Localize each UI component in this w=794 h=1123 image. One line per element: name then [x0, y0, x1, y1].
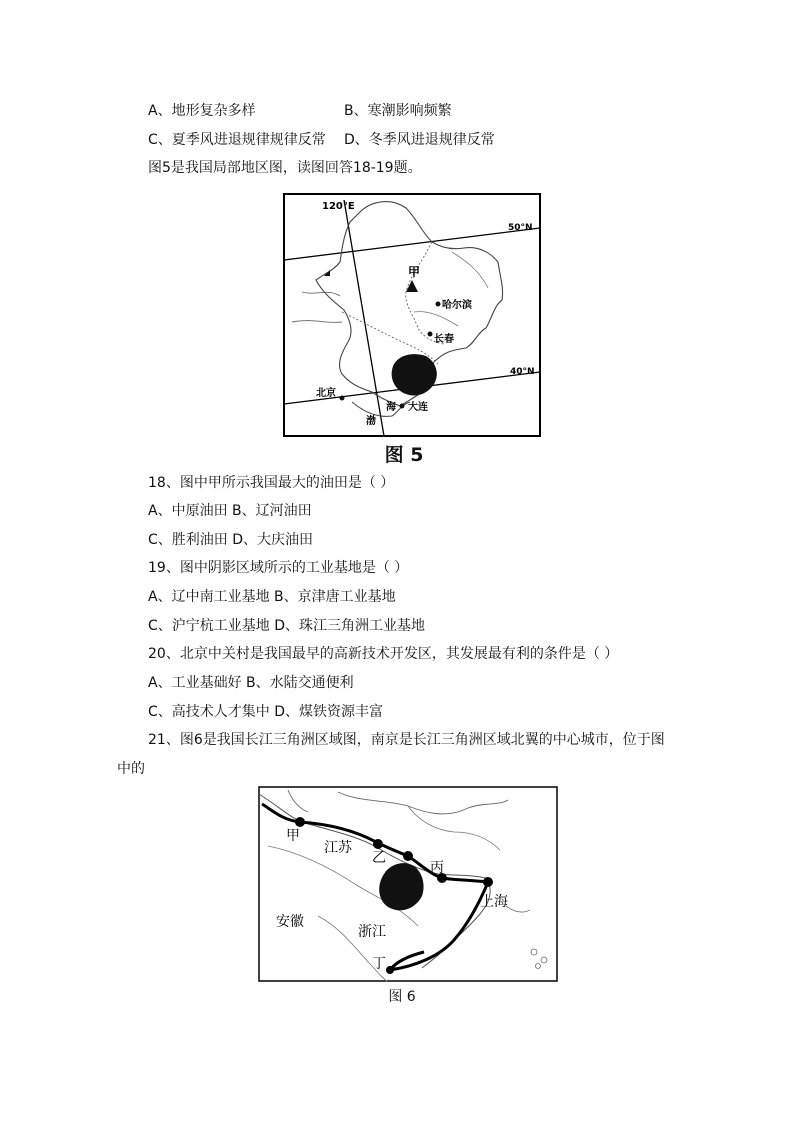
label-50n: 50°N — [508, 223, 533, 233]
q21-stem-line1: 21、图6是我国长江三角洲区域图，南京是长江三角洲区域北翼的中心城市，位于图 — [148, 732, 665, 748]
q21-stem-line2: 中的 — [117, 761, 145, 777]
lon120-line — [344, 200, 384, 436]
beijing-dot — [340, 396, 345, 401]
intro-18-19: 图5是我国局部地区图，读图回答18-19题。 — [148, 160, 422, 176]
label-jia-6: 甲 — [286, 828, 300, 844]
west-river-2 — [302, 292, 340, 296]
station-yi — [373, 839, 383, 849]
label-yi: 乙 — [372, 850, 386, 866]
figure5-caption: 图 5 — [384, 444, 424, 466]
label-beijing: 北京 — [316, 388, 336, 399]
label-dalian: 大连 — [408, 402, 428, 413]
option-17-a: A、地形复杂多样 — [148, 103, 256, 119]
province-border-1 — [406, 242, 444, 344]
q20-stem: 20、北京中关村是我国最早的高新技术开发区，其发展最有利的条件是（ ） — [148, 646, 619, 662]
station-extra — [403, 851, 413, 861]
changchun-dot — [428, 332, 433, 337]
label-harbin: 哈尔滨 — [442, 300, 472, 311]
q19-options-cd: C、沪宁杭工业基地 D、珠江三角洲工业基地 — [148, 618, 426, 634]
east-coast — [422, 878, 490, 968]
dalian-dot — [400, 404, 405, 409]
label-jiangsu: 江苏 — [324, 840, 352, 856]
island-b — [541, 957, 547, 963]
label-zhejiang: 浙江 — [358, 924, 386, 940]
q20-options-ab: A、工业基础好 B、水陆交通便利 — [148, 675, 354, 691]
q18-options-cd: C、胜利油田 D、大庆油田 — [148, 532, 314, 548]
q18-stem: 18、图中甲所示我国最大的油田是（ ） — [148, 475, 395, 491]
figure5-map — [282, 192, 544, 438]
q18-options-ab: A、中原油田 B、辽河油田 — [148, 503, 312, 519]
harbin-dot — [436, 302, 441, 307]
label-shanghai: 上海 — [480, 894, 508, 910]
lat50-line — [284, 228, 540, 260]
option-17-d: D、冬季风进退规律反常 — [344, 132, 495, 148]
island-1 — [506, 906, 530, 912]
west-river — [292, 321, 342, 323]
figure6-caption: 图 6 — [388, 989, 416, 1005]
label-anhui: 安徽 — [276, 914, 304, 930]
station-jia — [295, 817, 305, 827]
label-hai: 海 — [386, 402, 396, 413]
label-120e: 120°E — [322, 201, 355, 212]
label-ding: 丁 — [372, 956, 386, 972]
river-songhua — [414, 312, 458, 326]
option-17-c: C、夏季风进退规律规律反常 — [148, 132, 326, 148]
q20-options-cd: C、高技术人才集中 D、煤铁资源丰富 — [148, 704, 384, 720]
figure6-map — [258, 786, 560, 984]
island-a — [531, 949, 537, 955]
west-marker — [324, 270, 330, 276]
station-shanghai — [483, 877, 493, 887]
option-17-b: B、寒潮影响频繁 — [344, 103, 452, 119]
label-bohai: 渤 — [366, 416, 376, 427]
station-ding — [386, 966, 394, 974]
jiangsu-border — [338, 792, 508, 814]
river-east — [452, 252, 488, 288]
taihu-lake — [379, 863, 423, 910]
label-40n: 40°N — [510, 367, 535, 377]
q19-stem: 19、图中阴影区域所示的工业基地是（ ） — [148, 560, 409, 576]
shaded-industrial-area — [392, 354, 437, 395]
river-1 — [288, 790, 308, 812]
island-c — [536, 964, 541, 969]
label-jia: 甲 — [408, 265, 421, 279]
jia-triangle — [406, 280, 418, 292]
label-bing: 丙 — [430, 860, 444, 876]
label-changchun: 长春 — [434, 334, 454, 345]
q19-options-ab: A、辽中南工业基地 B、京津唐工业基地 — [148, 589, 396, 605]
